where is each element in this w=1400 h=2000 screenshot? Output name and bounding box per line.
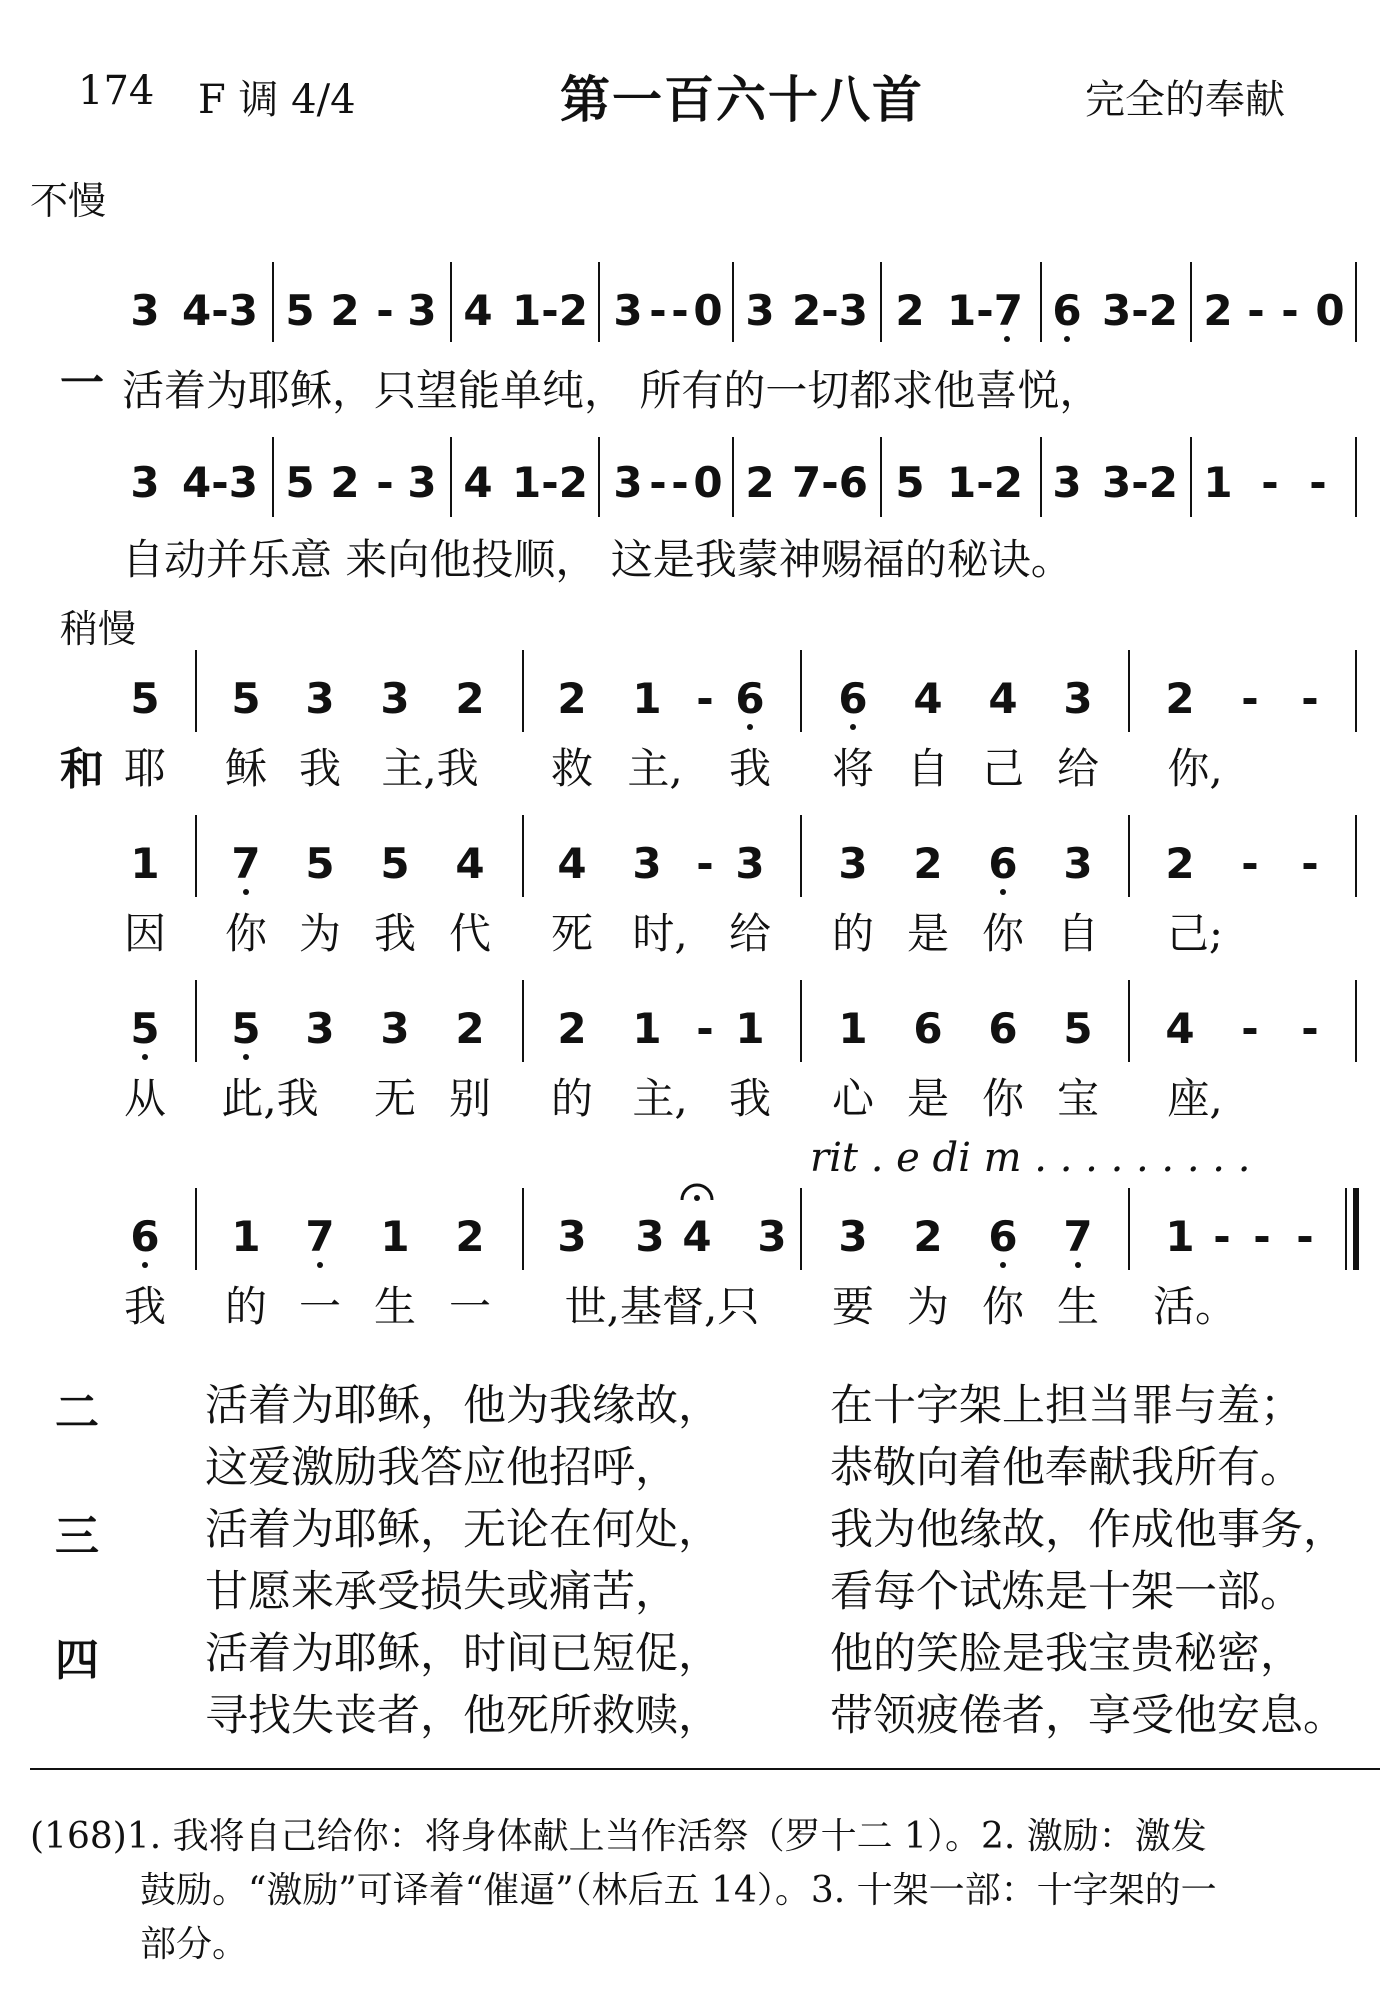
- lyric-syllable: 死: [550, 909, 594, 958]
- note: 5: [380, 839, 410, 888]
- verse-line: 看每个试炼是十架一部。: [830, 1567, 1303, 1617]
- lyric-syllable: 我: [123, 1282, 167, 1331]
- note: -: [1241, 839, 1259, 888]
- note: 1: [1203, 458, 1233, 507]
- final-barline-thin: [1345, 1188, 1347, 1270]
- low-octave-dot: [1064, 336, 1070, 342]
- note: -: [1296, 1212, 1314, 1261]
- note: 4: [1165, 1004, 1195, 1053]
- note: 2: [330, 286, 360, 335]
- note: -: [1261, 458, 1279, 507]
- verse-number-1: 一: [60, 358, 104, 409]
- lyric-syllable: 生: [373, 1282, 417, 1331]
- note: 1: [231, 1212, 261, 1261]
- note: -: [1301, 839, 1319, 888]
- verse-line: 他的笑脸是我宝贵秘密，: [830, 1629, 1303, 1679]
- lyric-syllable: 自: [906, 744, 950, 793]
- note: 1-7: [947, 286, 1023, 335]
- note: 3: [380, 1004, 410, 1053]
- note: 2: [1203, 286, 1233, 335]
- lyric-syllable: 你: [981, 909, 1025, 958]
- barline: [1128, 980, 1130, 1062]
- lyric-syllable: 将: [831, 744, 875, 793]
- lyric-syllable: 己;: [1166, 909, 1224, 958]
- note: 2: [557, 1004, 587, 1053]
- lyric-syllable: 世,基督,只: [564, 1282, 760, 1331]
- note: 1: [632, 1004, 662, 1053]
- barline: [522, 815, 524, 897]
- note: 3: [1063, 839, 1093, 888]
- barline: [195, 980, 197, 1062]
- note: 3: [130, 286, 160, 335]
- lyric-syllable: 我: [298, 744, 342, 793]
- note: -: [671, 458, 689, 507]
- note: 6: [838, 674, 868, 723]
- note: 1: [632, 674, 662, 723]
- lyric-syllable: 自: [1056, 909, 1100, 958]
- note: 3: [613, 458, 643, 507]
- ritardando-diminuendo-mark: rit . e di m . . . . . . . . .: [810, 1135, 1251, 1181]
- low-octave-dot: [747, 724, 753, 730]
- lyric-syllable: 你: [981, 1074, 1025, 1123]
- barline: [1190, 437, 1192, 517]
- lyric-syllable: 的: [831, 909, 875, 958]
- lyric-syllable: 此,我: [221, 1074, 319, 1123]
- lyric-syllable: 你,: [1167, 744, 1223, 793]
- note: 3: [557, 1212, 587, 1261]
- note: 5: [895, 458, 925, 507]
- lyric-syllable: 生: [1056, 1282, 1100, 1331]
- footnote-line: (168)1. 我将自己给你：将身体献上当作活祭（罗十二 1）。2. 激励：激发: [30, 1816, 1207, 1857]
- lyric-syllable: 座,: [1167, 1074, 1223, 1123]
- barline: [1128, 650, 1130, 732]
- footnote-line: 部分。: [140, 1924, 249, 1965]
- note: 3: [380, 674, 410, 723]
- barline: [800, 1188, 802, 1270]
- note: 6: [988, 1212, 1018, 1261]
- note: 1-2: [512, 458, 588, 507]
- barline: [732, 262, 734, 342]
- lyric-syllable: 主,: [632, 1074, 688, 1123]
- note: -: [376, 458, 394, 507]
- low-octave-dot: [1000, 889, 1006, 895]
- barline: [1040, 262, 1042, 342]
- note: 1: [130, 839, 160, 888]
- barline: [195, 815, 197, 897]
- verse-label-3: 三: [55, 1511, 99, 1562]
- key-time-signature: F 调 4/4: [198, 77, 356, 123]
- note: 5: [285, 458, 315, 507]
- verse-line: 带领疲倦者，享受他安息。: [830, 1691, 1346, 1741]
- note: -: [1241, 674, 1259, 723]
- note: 3: [838, 1212, 868, 1261]
- low-octave-dot: [317, 1262, 323, 1268]
- chorus-marker: 和: [60, 744, 104, 795]
- note: 4: [463, 286, 493, 335]
- low-octave-dot: [1075, 1262, 1081, 1268]
- lyric-syllable: 时,: [632, 909, 688, 958]
- verse-line: 我为他缘故，作成他事务，: [830, 1505, 1346, 1555]
- note: 4: [913, 674, 943, 723]
- note: 4: [463, 458, 493, 507]
- hymn-title: 第一百六十八首: [560, 71, 924, 129]
- note: -: [1301, 1004, 1319, 1053]
- verse-line: 甘愿来承受损失或痛苦，: [205, 1567, 678, 1617]
- note: 3: [613, 286, 643, 335]
- lyric-line: 活着为耶稣，只望能单纯， 所有的一切都求他喜悦，: [122, 366, 1102, 415]
- low-octave-dot: [1000, 1262, 1006, 1268]
- note: 5: [1063, 1004, 1093, 1053]
- note: 1: [380, 1212, 410, 1261]
- barline: [1355, 262, 1357, 342]
- note: 3: [757, 1212, 787, 1261]
- lyric-syllable: 稣: [224, 744, 268, 793]
- note: -: [1281, 286, 1299, 335]
- note: 1: [735, 1004, 765, 1053]
- note: -: [1301, 674, 1319, 723]
- barline: [1190, 262, 1192, 342]
- note: -: [1247, 286, 1265, 335]
- note: 3: [635, 1212, 665, 1261]
- verse-line: 在十字架上担当罪与羞；: [830, 1381, 1303, 1431]
- verse-line: 这爱激励我答应他招呼，: [205, 1443, 678, 1493]
- note: 0: [693, 286, 723, 335]
- barline: [1355, 437, 1357, 517]
- hymn-subtitle: 完全的奉献: [1085, 77, 1285, 123]
- note: 2: [1165, 674, 1195, 723]
- lyric-syllable: 的: [224, 1282, 268, 1331]
- note: 2: [330, 458, 360, 507]
- note: 0: [1315, 286, 1345, 335]
- barline: [880, 437, 882, 517]
- note: -: [1253, 1212, 1271, 1261]
- note: -: [696, 1004, 714, 1053]
- verse-line: 活着为耶稣，时间已短促，: [205, 1629, 721, 1679]
- lyric-syllable: 为: [298, 909, 342, 958]
- note: 1-2: [947, 458, 1023, 507]
- low-octave-dot: [850, 724, 856, 730]
- note: 6: [913, 1004, 943, 1053]
- note: 5: [231, 1004, 261, 1053]
- barline: [195, 650, 197, 732]
- lyric-syllable: 耶: [123, 744, 167, 793]
- barline: [1355, 815, 1357, 897]
- footnote-line: 鼓励。“激励”可译着“催逼”（林后五 14）。3. 十架一部：十字架的一: [140, 1870, 1217, 1911]
- note: -: [1241, 1004, 1259, 1053]
- lyric-syllable: 为: [906, 1282, 950, 1331]
- note: 6: [130, 1212, 160, 1261]
- lyric-syllable: 的: [550, 1074, 594, 1123]
- note: -: [1213, 1212, 1231, 1261]
- lyric-syllable: 给: [728, 909, 772, 958]
- barline: [272, 437, 274, 517]
- note: 3: [632, 839, 662, 888]
- note: 2: [895, 286, 925, 335]
- note: 1: [1165, 1212, 1195, 1261]
- note: 3-2: [1102, 286, 1178, 335]
- note: 4: [455, 839, 485, 888]
- note: 3-2: [1102, 458, 1178, 507]
- note: 3: [407, 286, 437, 335]
- note: 0: [693, 458, 723, 507]
- note: 2: [913, 839, 943, 888]
- barline: [598, 262, 600, 342]
- note: 2: [1165, 839, 1195, 888]
- note: -: [649, 458, 667, 507]
- note: 7: [305, 1212, 335, 1261]
- barline: [800, 980, 802, 1062]
- note: 3: [735, 839, 765, 888]
- barline: [450, 437, 452, 517]
- verse-line: 恭敬向着他奉献我所有。: [830, 1443, 1303, 1493]
- lyric-syllable: 主,: [627, 744, 683, 793]
- note: 3: [407, 458, 437, 507]
- note: 6: [988, 1004, 1018, 1053]
- lyric-syllable: 救: [550, 744, 594, 793]
- barline: [598, 437, 600, 517]
- note: 6: [988, 839, 1018, 888]
- low-octave-dot: [243, 1054, 249, 1060]
- note: 5: [130, 1004, 160, 1053]
- note: 4: [682, 1212, 712, 1261]
- lyric-syllable: 你: [224, 909, 268, 958]
- note: 3: [130, 458, 160, 507]
- note: 1-2: [512, 286, 588, 335]
- lyric-syllable: 心: [831, 1074, 875, 1123]
- note: 4: [988, 674, 1018, 723]
- barline: [800, 650, 802, 732]
- fermata-icon: [680, 1178, 714, 1204]
- note: 5: [305, 839, 335, 888]
- barline: [272, 262, 274, 342]
- barline: [450, 262, 452, 342]
- note: 3: [305, 1004, 335, 1053]
- lyric-syllable: 一: [448, 1282, 492, 1331]
- note: 3: [1052, 458, 1082, 507]
- note: -: [696, 674, 714, 723]
- verse-line: 活着为耶稣，他为我缘故，: [205, 1381, 721, 1431]
- note: 4-3: [182, 458, 258, 507]
- lyric-syllable: 活。: [1152, 1282, 1238, 1331]
- note: -: [649, 286, 667, 335]
- tempo-mark-chorus: 稍慢: [60, 607, 137, 651]
- note: 2: [557, 674, 587, 723]
- lyric-syllable: 是: [906, 909, 950, 958]
- barline: [1128, 1188, 1130, 1270]
- note: 5: [130, 674, 160, 723]
- barline: [800, 815, 802, 897]
- lyric-syllable: 己: [981, 744, 1025, 793]
- note: 2-3: [792, 286, 868, 335]
- lyric-syllable: 是: [906, 1074, 950, 1123]
- note: -: [696, 839, 714, 888]
- lyric-syllable: 我: [728, 744, 772, 793]
- note: 1: [838, 1004, 868, 1053]
- note: 3: [305, 674, 335, 723]
- lyric-line: 自动并乐意 来向他投顺， 这是我蒙神赐福的秘诀。: [122, 535, 1073, 584]
- verse-label-4: 四: [55, 1635, 99, 1686]
- low-octave-dot: [1004, 336, 1010, 342]
- note: 3: [745, 286, 775, 335]
- note: 2: [455, 674, 485, 723]
- lyric-syllable: 代: [448, 909, 492, 958]
- verse-line: 寻找失丧者，他死所救赎，: [205, 1691, 721, 1741]
- lyric-syllable: 一: [298, 1282, 342, 1331]
- barline: [1355, 650, 1357, 732]
- verse-label-2: 二: [55, 1387, 99, 1438]
- note: 3: [1063, 674, 1093, 723]
- barline: [1128, 815, 1130, 897]
- lyric-syllable: 我: [373, 909, 417, 958]
- note: 7: [231, 839, 261, 888]
- footnote-divider: [30, 1768, 1380, 1770]
- note: 3: [838, 839, 868, 888]
- note: 7-6: [792, 458, 868, 507]
- lyric-syllable: 我: [728, 1074, 772, 1123]
- note: 4: [557, 839, 587, 888]
- barline: [880, 262, 882, 342]
- tempo-mark-verse: 不慢: [30, 179, 107, 223]
- note: -: [376, 286, 394, 335]
- note: 2: [455, 1212, 485, 1261]
- low-octave-dot: [243, 889, 249, 895]
- barline: [732, 437, 734, 517]
- barline: [195, 1188, 197, 1270]
- note: -: [1309, 458, 1327, 507]
- note: 2: [745, 458, 775, 507]
- verse-line: 活着为耶稣，无论在何处，: [205, 1505, 721, 1555]
- low-octave-dot: [142, 1054, 148, 1060]
- note: 2: [455, 1004, 485, 1053]
- note: 2: [913, 1212, 943, 1261]
- lyric-syllable: 主,我: [381, 744, 479, 793]
- low-octave-dot: [142, 1262, 148, 1268]
- note: 5: [231, 674, 261, 723]
- lyric-syllable: 你: [981, 1282, 1025, 1331]
- note: 7: [1063, 1212, 1093, 1261]
- lyric-syllable: 给: [1056, 744, 1100, 793]
- note: 4-3: [182, 286, 258, 335]
- final-barline-thick: [1353, 1188, 1359, 1270]
- lyric-syllable: 因: [123, 909, 167, 958]
- note: 5: [285, 286, 315, 335]
- lyric-syllable: 无: [373, 1074, 417, 1123]
- note: -: [671, 286, 689, 335]
- barline: [522, 1188, 524, 1270]
- lyric-syllable: 别: [448, 1074, 492, 1123]
- barline: [1355, 980, 1357, 1062]
- lyric-syllable: 从: [123, 1074, 167, 1123]
- barline: [522, 980, 524, 1062]
- barline: [1040, 437, 1042, 517]
- note: 6: [735, 674, 765, 723]
- page-number: 174: [78, 68, 155, 114]
- barline: [522, 650, 524, 732]
- note: 6: [1052, 286, 1082, 335]
- lyric-syllable: 宝: [1056, 1074, 1100, 1123]
- lyric-syllable: 要: [831, 1282, 875, 1331]
